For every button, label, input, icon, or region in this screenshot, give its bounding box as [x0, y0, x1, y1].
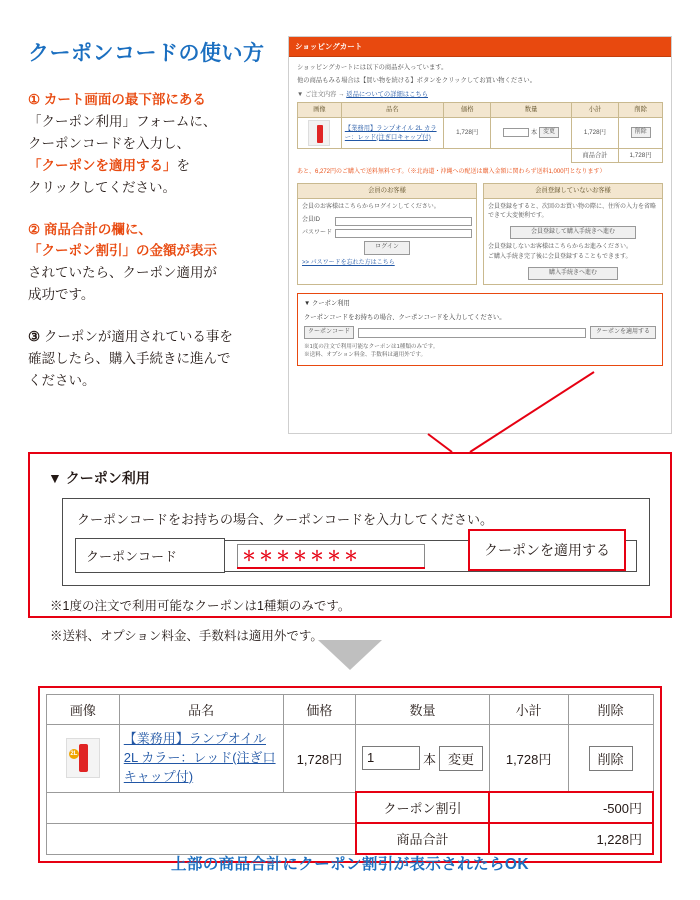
qty-unit: 本	[422, 751, 436, 767]
coupon-zoom-heading: ▼ クーポン利用	[48, 470, 150, 486]
col-qty: 数量	[356, 695, 489, 725]
member-login-title: 会員のお客様	[298, 184, 476, 198]
row-subtotal: 1,728円	[489, 725, 568, 793]
col-name: 品名	[119, 695, 283, 725]
col-delete: 削除	[568, 695, 653, 725]
step-3-line-3: ください。	[28, 372, 96, 388]
step-1-line-2: 「クーポン利用」フォーム	[28, 114, 190, 130]
mini-coupon-label: クーポンコード	[304, 326, 354, 339]
member-login-panel	[297, 183, 477, 285]
step-3-number: ③	[28, 329, 41, 345]
coupon-discount-value: -500円	[489, 792, 653, 823]
mini-product-price: 1,728円	[443, 117, 490, 148]
guest-checkout-button[interactable]: 購入手続きへ進む	[528, 267, 618, 281]
mini-delete-cell	[619, 117, 663, 148]
step-2-line-2: 「クーポン割引」の金額が表示	[28, 243, 217, 259]
cart-table-zoom	[38, 686, 662, 863]
free-shipping-notice: あと、6,272円のご購入で送料無料です。（※北海道・沖縄への配送は購入金額に関わらず送料1,000円となります）	[297, 169, 606, 176]
step-1-line-4: 「クーポンを適用する」	[28, 157, 177, 173]
mini-col-image: 画像	[298, 103, 342, 117]
guest-panel	[483, 183, 663, 285]
login-guest-panels	[297, 183, 663, 285]
instruction-step-3	[28, 326, 278, 392]
table-row	[47, 725, 654, 793]
down-arrow-icon	[318, 640, 382, 670]
change-qty-button[interactable]: 変更	[439, 746, 483, 771]
step-3-line-2: 確認したら、購入手続きに進んで	[28, 350, 231, 366]
guest-desc-1: 会員登録をすると、次回のお買い物の際に、住所の入力を省略できて大変便利です。	[488, 203, 657, 220]
col-subtotal: 小計	[489, 695, 568, 725]
mini-total-label: 商品合計	[571, 148, 618, 162]
mini-coupon-section	[297, 293, 663, 366]
blank-cell-1	[47, 792, 356, 823]
order-total-row	[47, 823, 654, 854]
mini-col-subtotal: 小計	[571, 103, 618, 117]
step-2-line-4: 成功です。	[28, 287, 95, 303]
product-bottle-icon	[66, 738, 100, 778]
guest-desc-3: ご購入手続き完了後に会員登録することもできます。	[488, 254, 632, 260]
member-id-field[interactable]	[302, 216, 472, 226]
step-1-line-5: クリックしてください。	[28, 179, 176, 195]
mini-qty-input[interactable]	[503, 128, 529, 137]
register-and-checkout-button[interactable]: 会員登録して購入手続きへ進む	[510, 226, 636, 240]
coupon-code-input[interactable]: ＊＊＊＊＊＊＊	[237, 544, 425, 568]
mini-change-button[interactable]: 変更	[539, 127, 559, 138]
coupon-input-wrapper	[225, 540, 637, 572]
login-button[interactable]: ログイン	[364, 241, 410, 255]
coupon-zoom-inner	[62, 498, 650, 586]
mini-delete-button[interactable]: 削除	[631, 127, 651, 138]
coupon-fine-1: ※1度の注文で利用可能なクーポンは1種類のみです。	[50, 599, 351, 613]
mini-col-delete: 削除	[619, 103, 663, 117]
instruction-step-2	[28, 219, 278, 306]
mini-coupon-apply-button[interactable]: クーポンを適用する	[590, 326, 656, 339]
return-policy-link[interactable]: 返品についての詳細はこちら	[346, 90, 428, 98]
instructions-column	[28, 40, 278, 412]
page-title: クーポンコードの使い方	[28, 42, 265, 65]
mini-product-image-cell	[298, 117, 342, 148]
mini-coupon-input[interactable]	[358, 328, 586, 338]
coupon-input-underline	[237, 567, 425, 569]
qty-cell	[356, 725, 489, 793]
qty-input[interactable]: 1	[362, 746, 420, 770]
step-3-line-1: クーポンが適用されている事を	[43, 329, 233, 345]
guest-desc-2: 会員登録しないお客様はこちらからお進みください。	[488, 244, 633, 251]
cart-header-row	[47, 695, 654, 725]
product-price: 1,728円	[283, 725, 356, 793]
member-pw-label: パスワード	[302, 229, 333, 236]
delete-button[interactable]: 削除	[589, 746, 633, 771]
mini-col-price: 価格	[443, 103, 490, 117]
coupon-discount-label: クーポン割引	[356, 792, 489, 823]
forgot-password-link[interactable]: >> パスワードを忘れた方はこちら	[302, 260, 395, 266]
cart-note-2: 他の商品もみる場合は【買い物を続ける】ボタンをクリックしてお買い物ください。	[297, 77, 537, 85]
instruction-step-1	[28, 89, 278, 198]
cart-page-screenshot	[288, 36, 672, 434]
mini-total-row	[298, 148, 663, 162]
cart-note-1: ショッピングカートには以下の商品が入っています。	[297, 64, 448, 71]
mini-coupon-fine-1: ※1度の注文で利用可能なクーポンは1種類のみです。	[304, 344, 439, 351]
mini-cart-row	[298, 117, 663, 148]
mini-coupon-fine-2: ※送料、オプション料金、手数料は適用外です。	[304, 352, 427, 359]
coupon-discount-row	[47, 792, 654, 823]
coupon-zoom-row	[75, 538, 637, 573]
coupon-form-zoom	[28, 452, 672, 643]
mini-coupon-heading: ▼ クーポン利用	[304, 300, 350, 308]
cart-table	[46, 694, 654, 855]
mini-cart-table	[297, 102, 663, 163]
mini-total-value: 1,728円	[619, 148, 663, 162]
mini-coupon-desc: クーポンコードをお持ちの場合、クーポンコードを入力してください。	[304, 313, 506, 321]
order-contents-label: ▼ ご注文内容 →	[297, 90, 345, 98]
mini-col-qty: 数量	[491, 103, 571, 117]
step-1-number: ①	[28, 92, 41, 108]
footer-message: 上部の商品合計にクーポン割引が表示されたらOK	[171, 856, 529, 873]
col-image: 画像	[47, 695, 120, 725]
step-1-line-3: クーポンコードを入力し、	[28, 136, 190, 152]
coupon-apply-button[interactable]: クーポンを適用する	[468, 529, 626, 571]
product-image-cell	[47, 725, 120, 793]
product-name-link[interactable]: 【業務用】ランプオイル 2L カラー：レッド(注ぎ口キャップ付)	[119, 725, 283, 793]
order-total-value: 1,228円	[489, 823, 653, 854]
member-pw-input[interactable]	[335, 229, 472, 238]
delete-cell	[568, 725, 653, 793]
member-id-label: 会員ID	[302, 217, 321, 224]
blank-cell-2	[47, 823, 356, 854]
step-2-line-1: 商品合計の欄に、	[43, 221, 152, 237]
step-2-number: ②	[28, 221, 41, 237]
bottle-badge: 2L	[70, 751, 78, 758]
order-total-label: 商品合計	[356, 823, 489, 854]
coupon-zoom-desc: クーポンコードをお持ちの場合、クーポンコードを入力してください。	[77, 512, 494, 527]
step-1-line-2b: に、	[189, 114, 217, 130]
mini-subtotal: 1,728円	[571, 117, 618, 148]
coupon-code-label: クーポンコード	[75, 538, 225, 573]
mini-qty-unit: 本	[530, 129, 538, 137]
mini-product-name[interactable]: 【業務用】ランプオイル 2L カラー：レッド(注ぎ口キャップ付)	[341, 117, 443, 148]
member-login-desc: 会員のお客様はこちらからログインしてください。	[302, 203, 440, 210]
step-1-line-4b: を	[176, 157, 190, 173]
mini-cart-header-row	[298, 103, 663, 117]
shopping-cart-header: ショッピングカート	[289, 37, 671, 57]
mini-col-name: 品名	[341, 103, 443, 117]
mini-coupon-row	[304, 326, 656, 339]
member-id-input[interactable]	[335, 217, 472, 226]
guest-panel-title: 会員登録していないお客様	[484, 184, 662, 198]
mini-qty-cell	[491, 117, 571, 148]
step-2-line-3: されていたら、クーポン適用が	[28, 265, 217, 281]
member-pw-field[interactable]	[302, 229, 472, 239]
col-price: 価格	[283, 695, 356, 725]
step-1-line-1: カート画面の最下部にある	[43, 92, 206, 108]
coupon-fine-2: ※送料、オプション料金、手数料は適用外です。	[50, 629, 323, 643]
product-thumbnail-icon	[308, 120, 330, 146]
